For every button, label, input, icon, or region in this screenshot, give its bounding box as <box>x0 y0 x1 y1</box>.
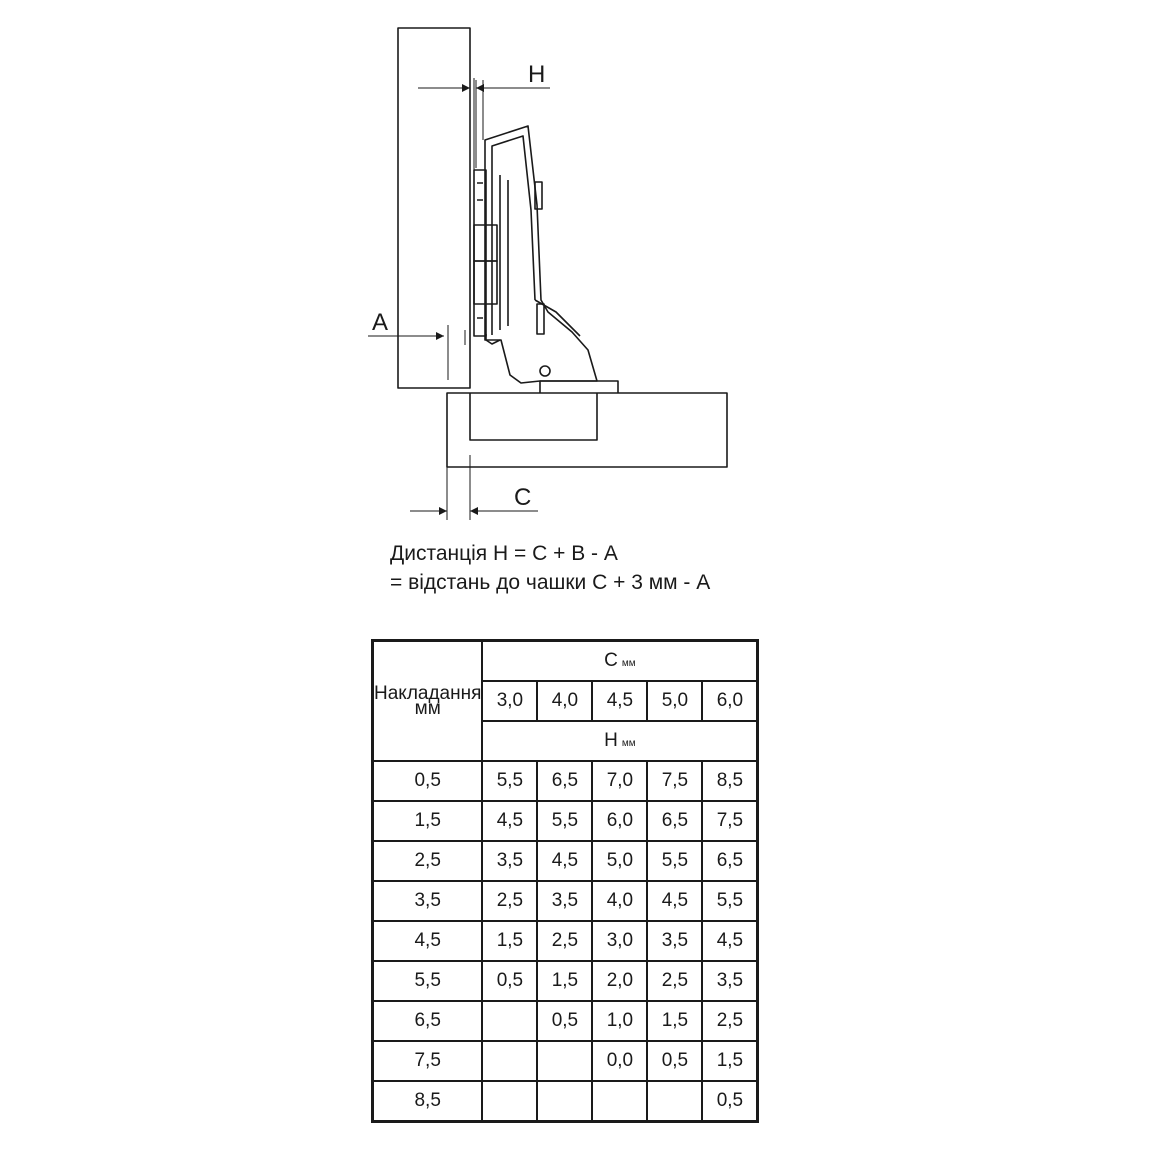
h-value-cell <box>537 1041 592 1081</box>
h-value-cell <box>537 1081 592 1121</box>
h-value-cell: 7,5 <box>647 761 702 801</box>
h-header-label: Н <box>604 730 618 751</box>
formula-line-1: Дистанція Н = С + В - А <box>390 542 618 565</box>
overlay-value-cell: 2,5 <box>373 841 482 881</box>
label-h: H <box>528 61 546 88</box>
overlay-value-cell: 0,5 <box>373 761 482 801</box>
h-value-cell <box>592 1081 647 1121</box>
mounting-plate <box>540 381 618 393</box>
table-row <box>373 1001 757 1041</box>
table-row <box>373 761 757 801</box>
h-value-cell: 2,0 <box>592 961 647 1001</box>
h-value-cell: 7,5 <box>702 801 757 841</box>
h-value-cell: 5,5 <box>482 761 537 801</box>
c-value-cell: 6,0 <box>702 681 757 721</box>
h-value-cell: 6,5 <box>647 801 702 841</box>
h-value-cell: 1,0 <box>592 1001 647 1041</box>
h-header-unit: мм <box>621 738 636 749</box>
table-header-row-c <box>373 641 757 681</box>
h-value-cell: 4,5 <box>702 921 757 961</box>
h-value-cell: 3,5 <box>647 921 702 961</box>
h-value-cell: 4,0 <box>592 881 647 921</box>
h-value-cell: 2,5 <box>482 881 537 921</box>
table-row <box>373 841 757 881</box>
h-value-cell: 1,5 <box>482 921 537 961</box>
c-header <box>482 641 757 681</box>
overlay-value-cell: 3,5 <box>373 881 482 921</box>
dimension-h <box>418 78 550 170</box>
pivot-screw <box>540 366 550 376</box>
table-row <box>373 881 757 921</box>
hinge-cup <box>474 170 500 344</box>
overlay-value-cell: 7,5 <box>373 1041 482 1081</box>
table-row <box>373 921 757 961</box>
h-value-cell: 3,5 <box>702 961 757 1001</box>
hinge-arm <box>485 126 597 383</box>
c-value-cell: 4,5 <box>592 681 647 721</box>
h-value-cell: 2,5 <box>647 961 702 1001</box>
h-value-cell: 2,5 <box>537 921 592 961</box>
h-value-cell <box>482 1081 537 1121</box>
overlay-value-cell: 5,5 <box>373 961 482 1001</box>
h-value-cell: 0,5 <box>647 1041 702 1081</box>
h-value-cell: 3,5 <box>537 881 592 921</box>
table-row <box>373 961 757 1001</box>
h-value-cell: 5,5 <box>647 841 702 881</box>
h-value-cell: 7,0 <box>592 761 647 801</box>
h-value-cell: 6,5 <box>702 841 757 881</box>
h-value-cell: 2,5 <box>702 1001 757 1041</box>
h-value-cell: 3,5 <box>482 841 537 881</box>
h-value-cell: 4,5 <box>537 841 592 881</box>
h-value-cell <box>482 1001 537 1041</box>
label-c: C <box>514 484 532 511</box>
door-panel <box>398 28 470 388</box>
overlay-value-cell: 4,5 <box>373 921 482 961</box>
h-value-cell: 5,5 <box>702 881 757 921</box>
table-row <box>373 801 757 841</box>
h-value-cell: 1,5 <box>702 1041 757 1081</box>
h-value-cell <box>647 1081 702 1121</box>
h-value-cell: 0,5 <box>537 1001 592 1041</box>
h-value-cell: 3,0 <box>592 921 647 961</box>
h-value-cell <box>482 1041 537 1081</box>
overlay-value-cell: 1,5 <box>373 801 482 841</box>
h-value-cell: 4,5 <box>647 881 702 921</box>
h-value-cell: 0,5 <box>702 1081 757 1121</box>
h-value-cell: 4,5 <box>482 801 537 841</box>
c-header-unit: мм <box>621 658 636 669</box>
c-value-cell: 3,0 <box>482 681 537 721</box>
c-value-cell: 5,0 <box>647 681 702 721</box>
h-value-cell: 1,5 <box>537 961 592 1001</box>
c-value-cell: 4,0 <box>537 681 592 721</box>
h-value-cell: 6,5 <box>537 761 592 801</box>
table-row <box>373 1081 757 1121</box>
table-row <box>373 1041 757 1081</box>
overlay-distance-table <box>371 639 759 1123</box>
h-value-cell: 6,0 <box>592 801 647 841</box>
overlay-value-cell: 8,5 <box>373 1081 482 1121</box>
overlay-header-unit: мм <box>414 698 441 719</box>
h-value-cell: 0,5 <box>482 961 537 1001</box>
h-value-cell: 0,0 <box>592 1041 647 1081</box>
h-value-cell: 8,5 <box>702 761 757 801</box>
label-a: A <box>372 309 389 336</box>
h-value-cell: 5,0 <box>592 841 647 881</box>
h-value-cell: 1,5 <box>647 1001 702 1041</box>
h-header <box>482 721 757 761</box>
overlay-value-cell: 6,5 <box>373 1001 482 1041</box>
cabinet-panel <box>447 393 727 467</box>
formula-line-2: = відстань до чашки С + 3 мм - А <box>390 571 711 594</box>
cup-recess <box>470 393 597 440</box>
h-value-cell: 5,5 <box>537 801 592 841</box>
overlay-header <box>373 641 482 761</box>
overlay-header-label: Накладання <box>374 683 482 704</box>
c-header-label: С <box>604 650 618 671</box>
